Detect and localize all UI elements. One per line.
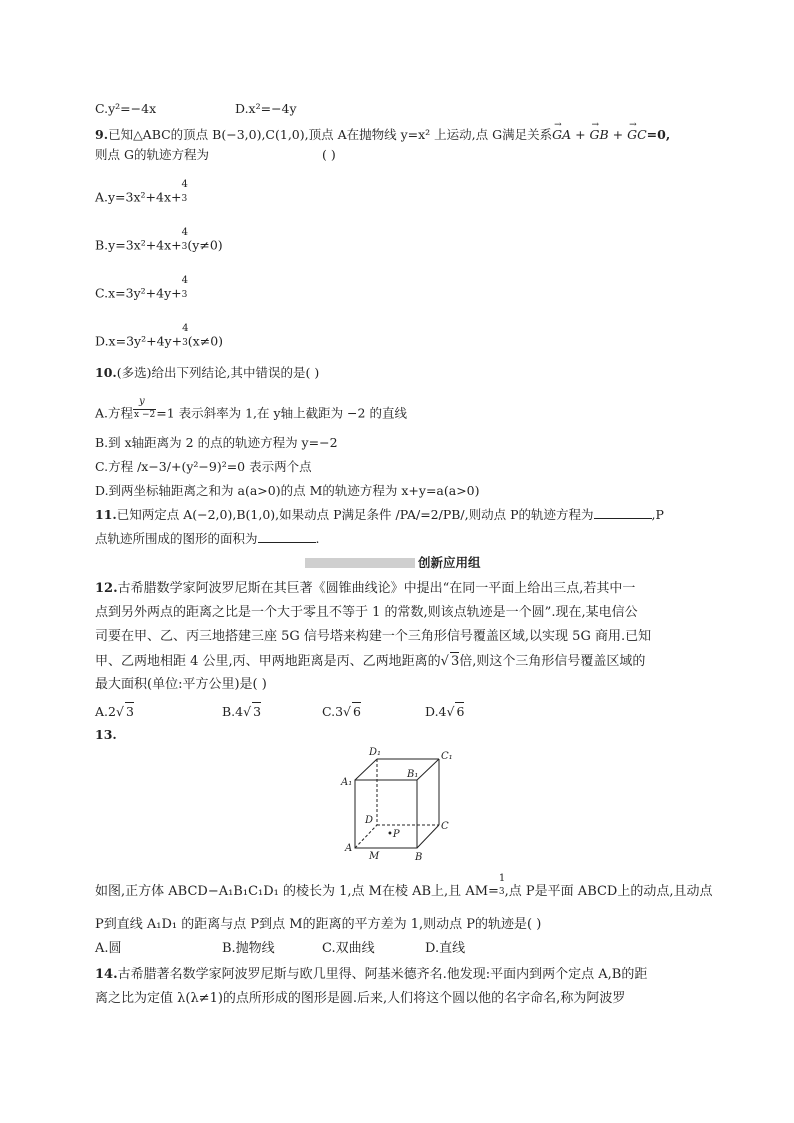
cube-edge-b1c1 [417,759,439,780]
q13-option-b: B.抛物线 [222,941,275,956]
cube-edge-a1d1 [355,759,377,780]
q13-option-d: D.直线 [425,941,466,956]
vector-ga: → GA [552,126,571,144]
cube-front-face [355,780,417,848]
q10-option-b: B.到 x轴距离为 2 的点的轨迹方程为 y=−2 [95,435,338,450]
q13-option-c: C.双曲线 [322,941,375,956]
label-a1: A₁ [341,777,353,788]
q13-option-a: A.圆 [95,941,122,956]
q11-line2: 点轨迹所围成的图形的面积为 . [95,531,320,546]
q9-option-c: C.x=3y²+4y+ 4 3 [95,275,188,301]
q11-line1: 11.已知两定点 A(−2,0),B(1,0),如果动点 P满足条件 /PA/=2/PB/,则动点 P的轨迹方程为 ,P [95,507,664,522]
q12-option-c: C.3√ 6 [322,704,361,719]
label-c: C [441,821,449,832]
q10-option-d: D.到两坐标轴距离之和为 a(a>0)的点 M的轨迹方程为 x+y=a(a>0) [95,483,480,498]
q10-number: 10. [95,365,117,380]
label-m: M [369,851,380,862]
q14-number: 14. [95,967,118,982]
q12-option-b: B.4√ 3 [222,704,262,719]
q9-option-d: D.x=3y²+4y+ 4 3(x≠0) [95,323,224,349]
q10-option-c: C.方程 /x−3/+(y²−9)²=0 表示两个点 [95,459,312,474]
label-a: A [345,843,353,854]
q11-number: 11. [95,507,117,522]
q13-number: 13. [95,727,117,742]
fraction-y-over-x-minus-2: $\frac{y}{x -2}$ [134,396,156,420]
cube-hidden-edge-ad [355,825,377,848]
q8-option-d: D.x²=−4y [235,101,297,116]
q12-option-d: D.4√ 6 [425,704,465,719]
q9-stem-text: 已知△ABC的顶点 B(−3,0),C(1,0),顶点 A在抛物线 y=x² 上运动,点 G满足关系 [108,127,553,142]
fraction-4-over-3: 4 3 [181,179,188,204]
q10-option-a: A.方程 $\frac{y}{x -2}=1$ 表示斜率为 1,在 y轴上截距为 −2 的直线 [95,404,407,424]
cube-figure [335,745,465,865]
q10-stem: 10.(多选)给出下列结论,其中错误的是( ) [95,365,320,380]
q9-option-a: A.y=3x²+4x+ 4 3 [95,188,187,208]
vector-gc: → GC [627,126,647,144]
q12-option-a: A.2√ 3 [95,704,134,719]
vector-gb: → GB [590,126,609,144]
q12-number: 12. [95,581,118,596]
sqrt-icon: √ [440,654,449,669]
q12-line2: 点到另外两点的距离之比是一个大于零且不等于 1 的常数,则该点轨迹是一个圆”.现在,某电信公 [95,605,638,620]
label-b1: B₁ [407,769,419,780]
q12-line1: 12.古希腊数学家阿波罗尼斯在其巨著《圆锥曲线论》中提出“在同一平面上给出三点,若其中一 [95,581,636,596]
fraction-1-over-3: 1 3 [498,873,506,897]
q9-number: 9. [95,127,109,142]
q11-blank-2[interactable] [258,530,316,543]
q9-stem-line2: 则点 G的轨迹方程为 [95,147,209,162]
q12-line4: 甲、乙两地相距 4 公里,丙、甲两地距离是丙、乙两地距离的√ 3倍,则这个三角形信号覆盖区域的 [95,654,646,669]
q13-line2: P到直线 A₁D₁ 的距离与点 P到点 M的距离的平方差为 1,则动点 P的轨迹是( ) [95,917,542,932]
group-divider-bar [305,558,415,568]
q12-line5: 最大面积(单位:平方公里)是( ) [95,677,267,692]
label-d: D [365,815,374,826]
q14-line1: 14.古希腊著名数学家阿波罗尼斯与欧几里得、阿基米德齐名.他发现:平面内到两个定点 A,B的距 [95,967,648,982]
group-heading: 创新应用组 [418,555,481,570]
label-p: •P [387,829,400,840]
label-b: B [415,852,423,863]
q8-option-c: C.y²=−4x [95,101,157,116]
label-d1: D₁ [369,747,382,758]
q9-option-b: B.y=3x²+4x+ 4 3(y≠0) [95,227,223,253]
label-c1: C₁ [441,751,453,762]
q11-blank-1[interactable] [594,506,652,519]
q9-stem-line1: 9.已知△ABC的顶点 B(−3,0),C(1,0),顶点 A在抛物线 y=x² 上运动,点 G满足关系→ GA + → GB + → GC=0, [95,126,670,144]
q9-answer-paren: ( ) [322,147,336,162]
q14-line2: 离之比为定值 λ(λ≠1)的点所形成的图形是圆.后来,人们将这个圆以他的名字命名,称为阿波罗 [95,991,626,1006]
q12-line3: 司要在甲、乙、丙三地搭建三座 5G 信号塔来构建一个三角形信号覆盖区域,以实现 5G 商用.已知 [95,629,652,644]
cube-edge-bc [417,825,439,848]
q13-line1: 如图,正方体 ABCD−A₁B₁C₁D₁ 的棱长为 1,点 M在棱 AB上,且 AM= 1 3,点 P是平面 ABCD上的动点,且动点 [95,873,713,899]
